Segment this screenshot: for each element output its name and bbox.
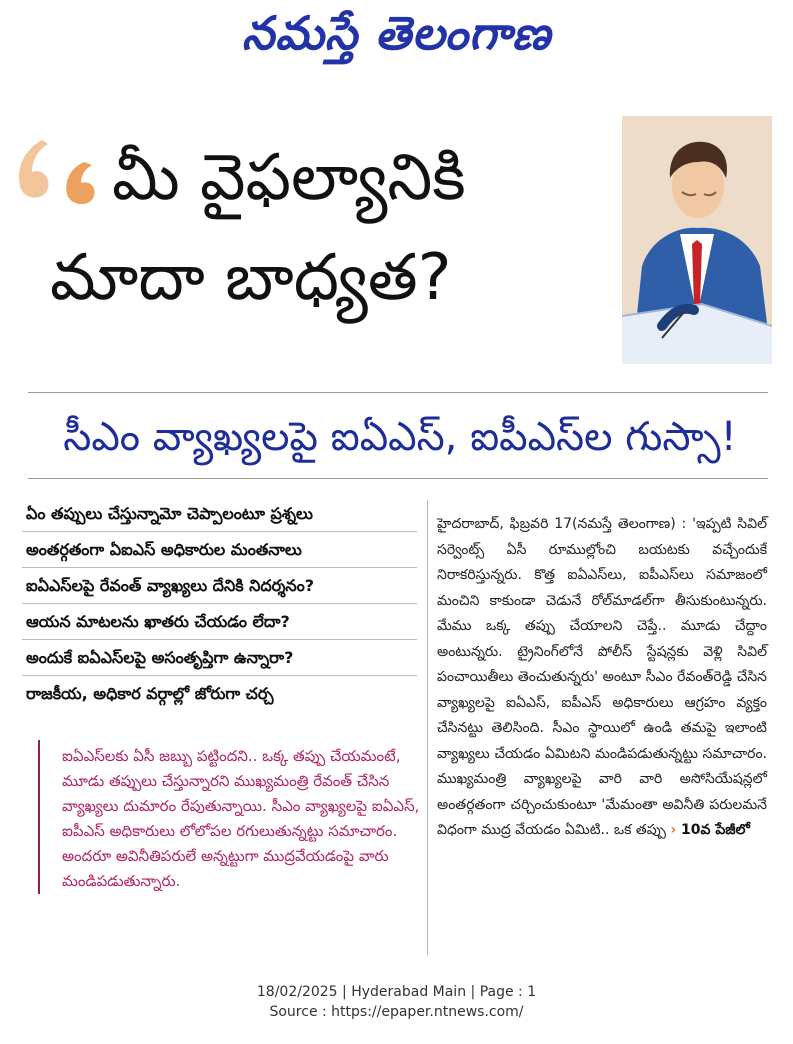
- subheadline: సీఎం వ్యాఖ్యలపై ఐఏఎస్, ఐపీఎస్‌ల గుస్సా!: [63, 414, 737, 460]
- headline-line-2: మాదా బాధ్యత?: [50, 241, 452, 315]
- man-writing-illustration: [622, 116, 772, 364]
- headline-divider: [28, 392, 768, 393]
- masthead-logo: నమస్తే తెలంగాణ: [241, 6, 552, 60]
- article-dateline: హైదరాబాద్, ఫిబ్రవరి 17(నమస్తే తెలంగాణ) :: [437, 516, 687, 532]
- footer-source: Source : https://epaper.ntnews.com/: [269, 1004, 524, 1020]
- highlight-item: అందుకే ఐఏఎస్‌లపై అసంతృప్తిగా ఉన్నారా?: [22, 640, 417, 676]
- chevron-right-icon: ›: [670, 822, 677, 838]
- highlight-item: రాజకీయ, అధికార వర్గాల్లో జోరుగా చర్చ: [26, 684, 274, 703]
- article-body: [437, 512, 767, 844]
- footer-edition-info: 18/02/2025 | Hyderabad Main | Page : 1: [256, 984, 537, 1000]
- headline-line-1: మీ వైఫల్యానికి: [112, 141, 466, 215]
- pull-quote: ఐఏఎస్‌లకు ఏసీ జబ్బు పట్టిందని.. ఒక్క తప్పు చేయమంటే, మూడు తప్పులు చేస్తున్నారని ముఖ్యమంత్రి రేవంత్ చేసిన వ్యాఖ్యలు దుమారం రేపుతున్నాయి. సీఎం వ్యాఖ్యలపై ఐఏఎస్, ఐపీఎస్ అధికారులు లోలోపల రగులుతున్నట్టు సమాచారం. అందరూ అవినీతిపరులే అన్నట్టుగా ముద్రవేయడంపై వారు మండిపడుతున్నారు.: [38, 740, 430, 894]
- highlights-list: [22, 496, 417, 711]
- subheadline-divider: [28, 478, 768, 479]
- highlight-item: అంతర్గతంగా ఏఐఎస్ అధికారుల మంతనాలు: [22, 532, 417, 568]
- continued-jump-link[interactable]: [670, 822, 750, 838]
- highlight-item: ఆయన మాటలను ఖాతరు చేయడం లేదా?: [22, 604, 417, 640]
- article-text: 'ఇప్పటి సివిల్ సర్వెంట్స్ ఏసీ రూముల్లోంచి బయటకు వచ్చేందుకే నిరాకరిస్తున్నరు. కొత్త ఐఏఎస్‌లు, ఐపీఎస్‌లు సమాజంలో మంచిని కాకుండా చెడునే రోల్‌మాడల్‌గా తీసుకుంటున్నరు. మేము ఒక్క తప్పు చేయాలని చెప్తే.. మూడు చేద్దాం అంటున్నరు. ట్రైనింగ్‌లోనే పోలీస్ స్టేషన్లకు వెళ్లి సివిల్ పంచాయితీలు తెంచుతున్నరు' అంటూ సీఎం రేవంత్‌రెడ్డి చేసిన వ్యాఖ్యలపై ఐఏఎస్, ఐపీఎస్ అధికారులు ఆగ్రహం వ్యక్తం చేసినట్టు తెలిసింది. సీఎం స్థాయిలో ఉండి తమపై ఇలాంటి వ్యాఖ్యలు చేయడం ఏమిటని మండిపడుతున్నట్టు సమాచారం. ముఖ్యమంత్రి వ్యాఖ్యలపై వారి వారి అసోసియేషన్లలో అంతర్గతంగా చర్చించుకుంటూ 'మేమంతా అవినీతి పరులమనే విధంగా ముద్ర వేయడం ఏమిటి.. ఒక తప్పు: [437, 516, 767, 838]
- continued-jump-label: 10వ పేజీలో: [681, 822, 750, 838]
- headline: [50, 128, 610, 328]
- highlight-item: ఐఏఎస్‌లపై రేవంత్ వ్యాఖ్యలు దేనికి నిదర్శనం?: [22, 568, 417, 604]
- highlight-item: ఏం తప్పులు చేస్తున్నామో చెప్పాలంటూ ప్రశ్నలు: [22, 496, 417, 532]
